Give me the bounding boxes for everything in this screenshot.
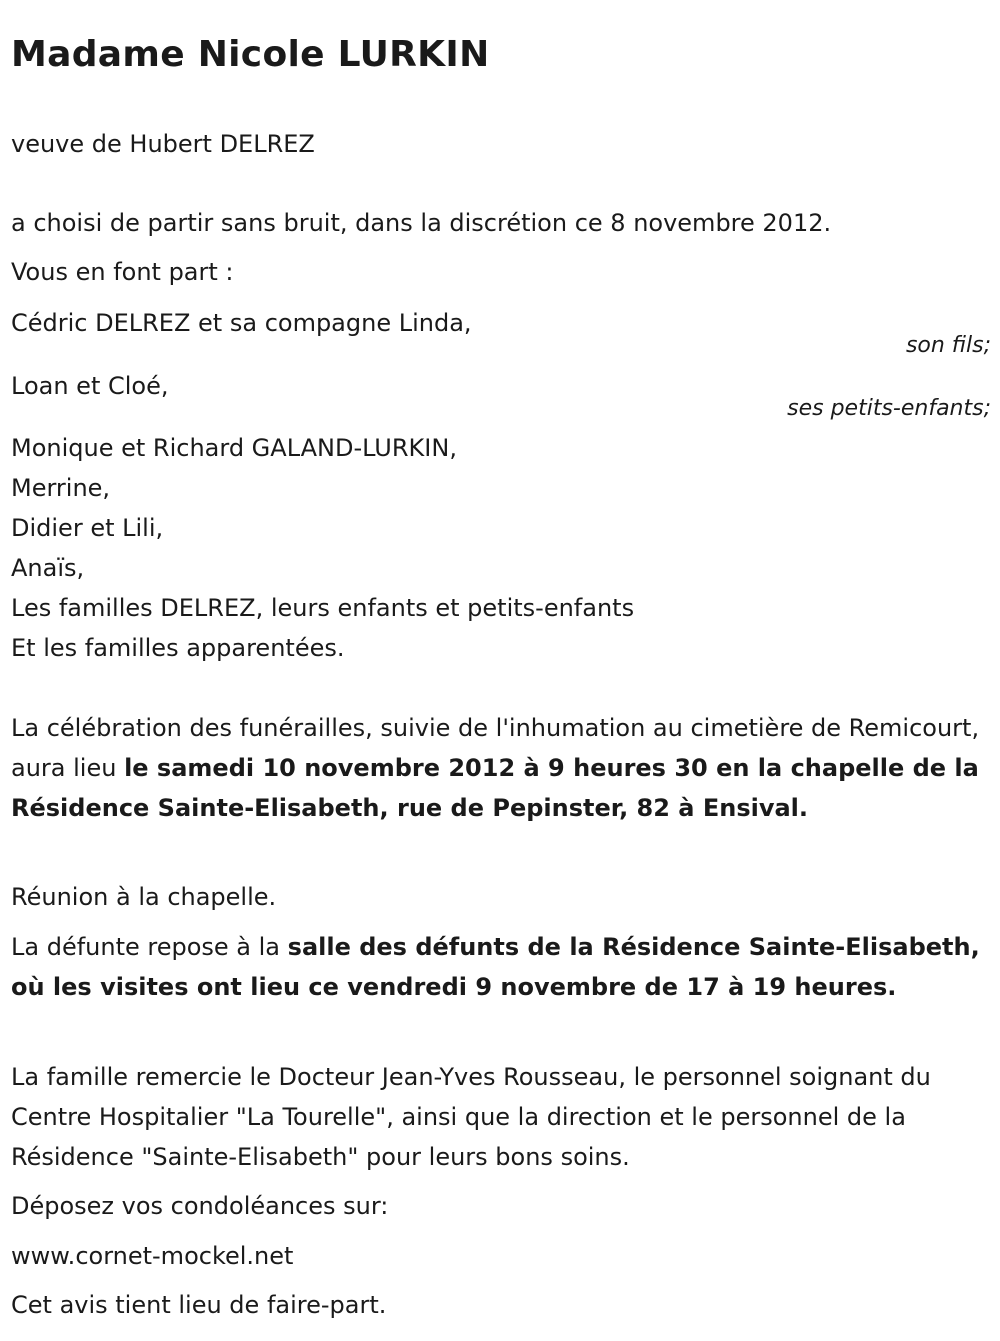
meeting-line: Réunion à la chapelle. bbox=[11, 883, 277, 911]
funeral-intro: La célébration des funérailles, suivie de l'inhumation au cimetière de Remicourt, aura lieu bbox=[11, 714, 980, 782]
deceased-name: Madame Nicole LURKIN bbox=[11, 34, 490, 75]
grandchildren-line: Loan et Cloé, bbox=[11, 372, 169, 400]
family-line: Merrine, bbox=[11, 474, 111, 502]
family-line: Didier et Lili, bbox=[11, 514, 164, 542]
funeral-paragraph bbox=[11, 708, 991, 828]
funeral-details: le samedi 10 novembre 2012 à 9 heures 30 en la chapelle de la Résidence Sainte-Elisabeth, rue de Pepinster, 82 à Ensival. bbox=[11, 754, 979, 822]
website-link[interactable]: www.cornet-mockel.net bbox=[11, 1242, 294, 1270]
notice-line: Cet avis tient lieu de faire-part. bbox=[11, 1291, 387, 1319]
repose-details: salle des défunts de la Résidence Sainte-Elisabeth, où les visites ont lieu ce vendredi 9 novembre de 17 à 19 heures. bbox=[11, 933, 980, 1001]
family-line: Les familles DELREZ, leurs enfants et petits-enfants bbox=[11, 594, 635, 622]
family-line: Anaïs, bbox=[11, 554, 85, 582]
condolences-label: Déposez vos condoléances sur: bbox=[11, 1192, 389, 1220]
widow-of-line: veuve de Hubert DELREZ bbox=[11, 130, 315, 158]
repose-paragraph bbox=[11, 927, 991, 1007]
thanks-paragraph: La famille remercie le Docteur Jean-Yves Rousseau, le personnel soignant du Centre Hospitalier "La Tourelle", ainsi que la direction et le personnel de la Résidence "Sainte-Elisabeth" pour leurs bons soins. bbox=[11, 1063, 931, 1171]
son-line: Cédric DELREZ et sa compagne Linda, bbox=[11, 309, 472, 337]
family-line: Et les familles apparentées. bbox=[11, 634, 345, 662]
announce-line: Vous en font part : bbox=[11, 258, 234, 286]
family-line: Monique et Richard GALAND-LURKIN, bbox=[11, 434, 457, 462]
repose-intro: La défunte repose à la bbox=[11, 933, 288, 961]
passing-line: a choisi de partir sans bruit, dans la discrétion ce 8 novembre 2012. bbox=[11, 209, 832, 237]
grandchildren-relation: ses petits-enfants; bbox=[787, 396, 991, 421]
son-relation: son fils; bbox=[905, 333, 991, 358]
